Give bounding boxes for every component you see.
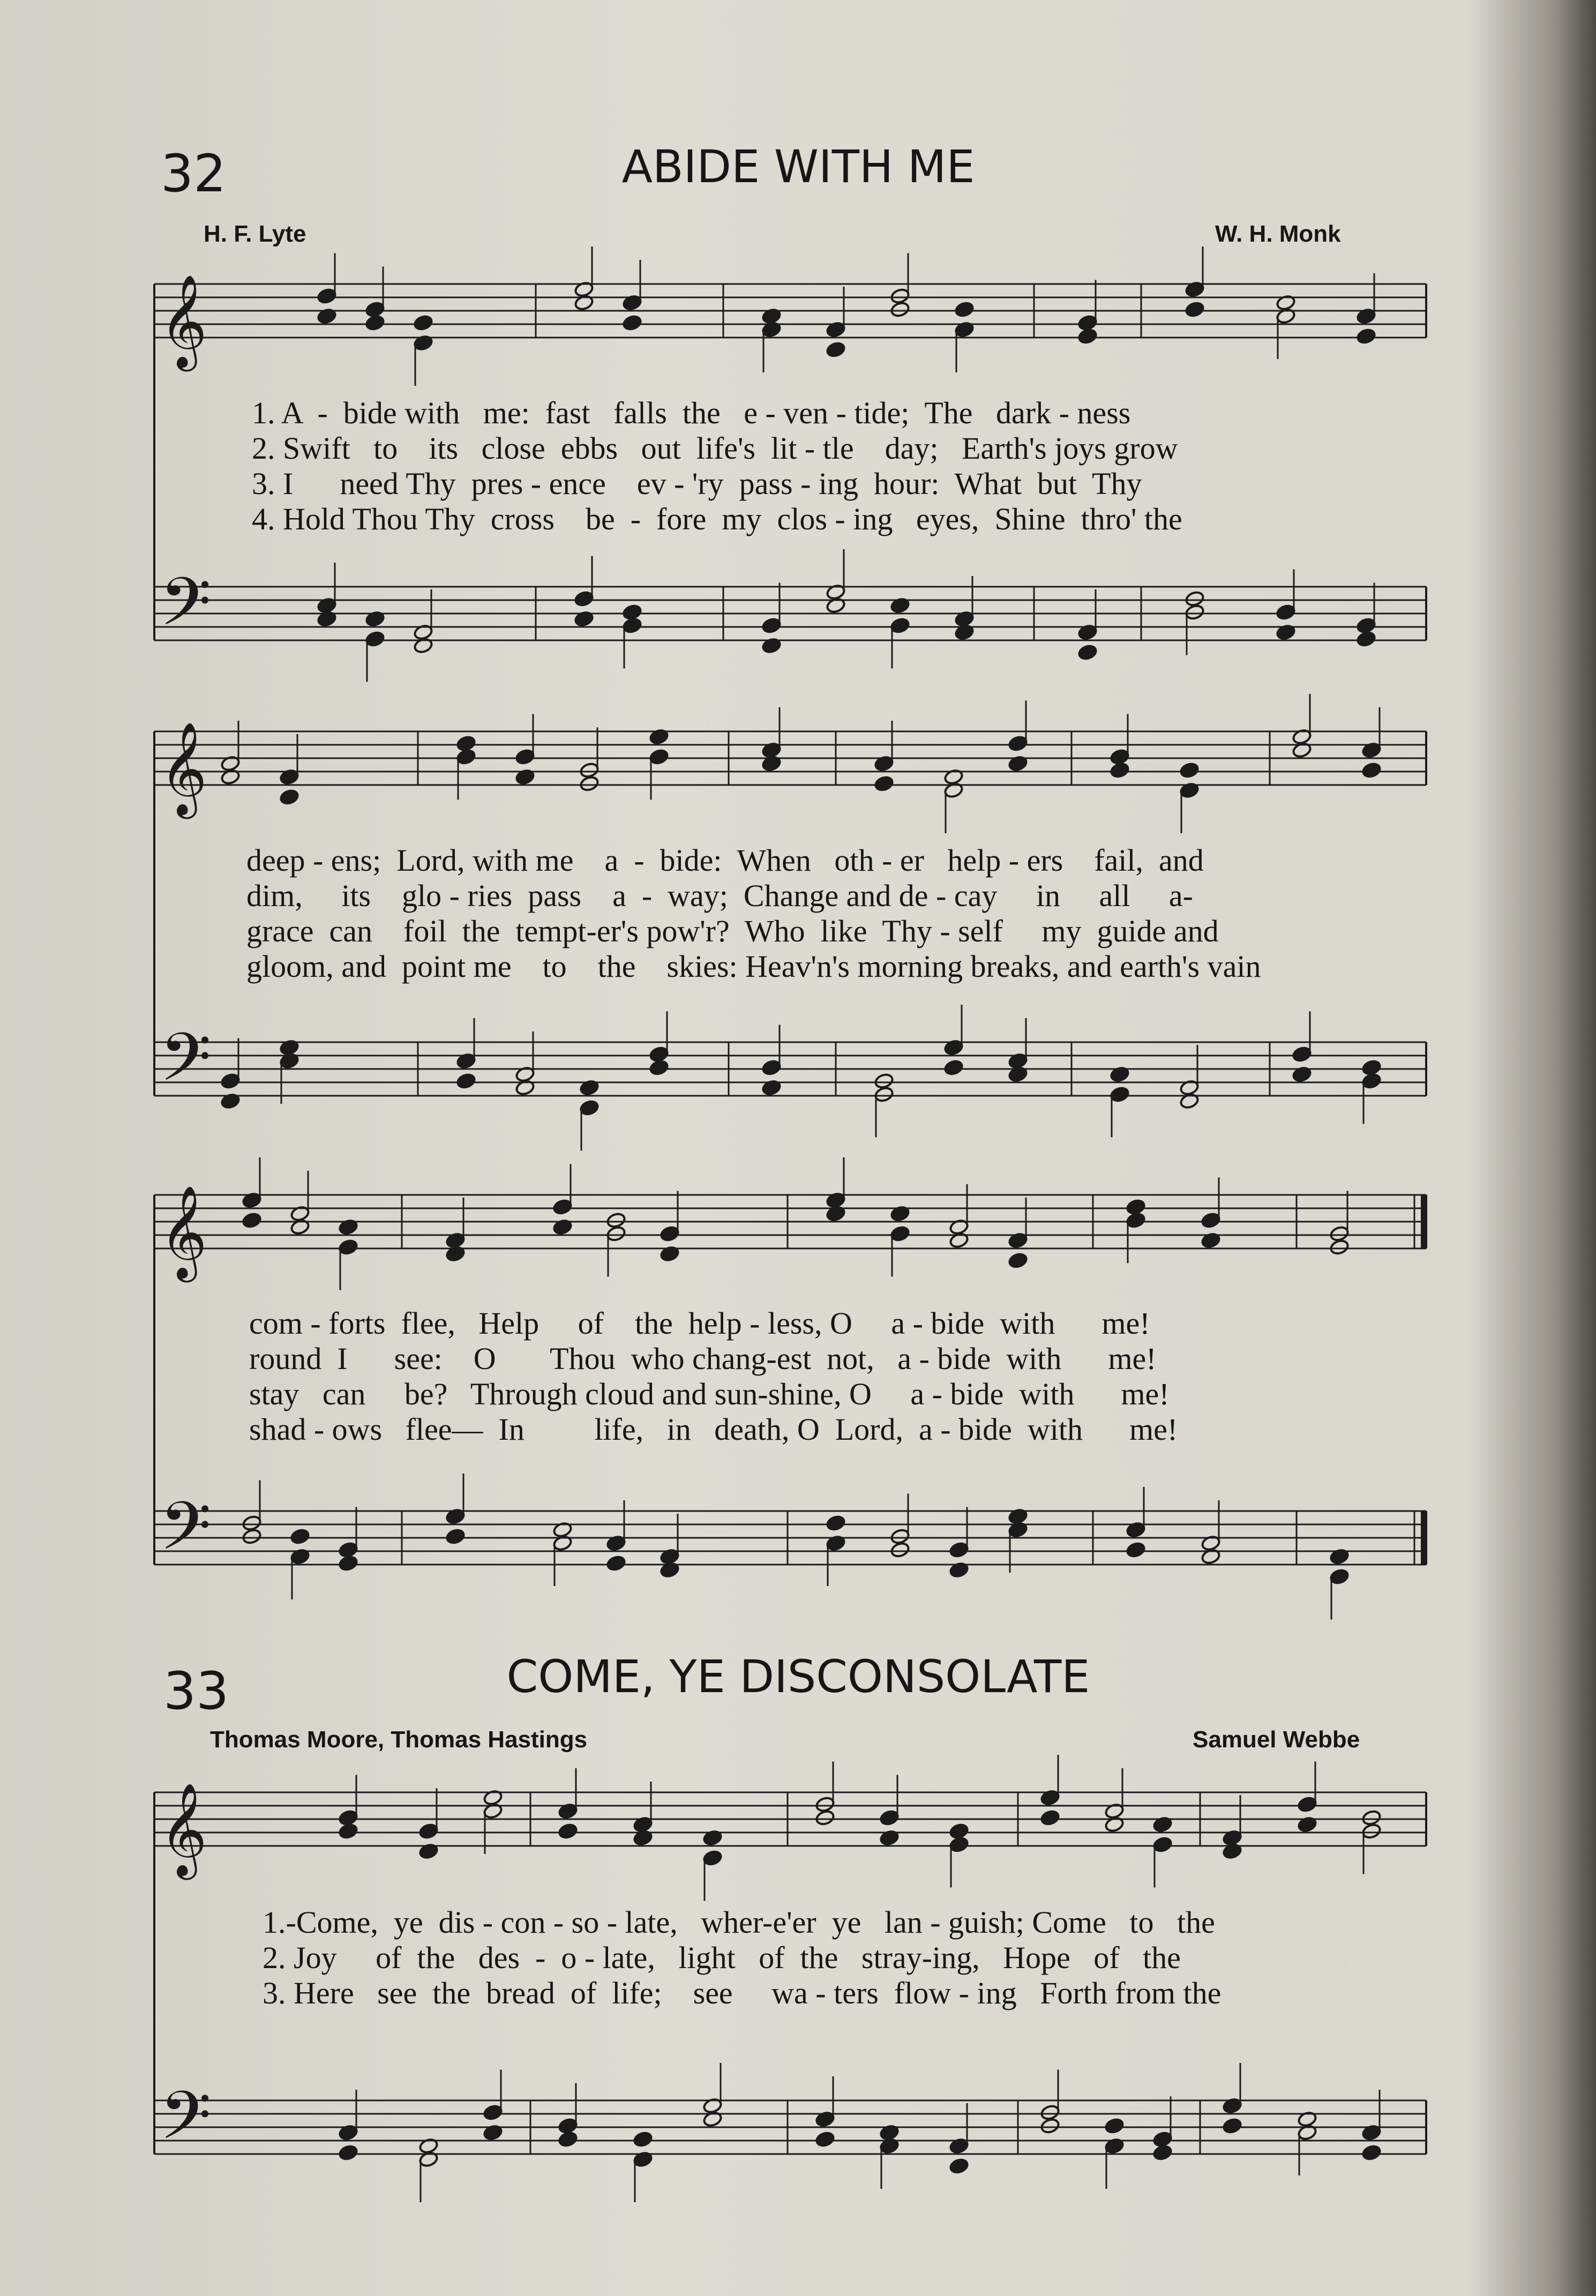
- bass-note-notehead: [622, 604, 642, 621]
- treble-note-notehead: [413, 315, 433, 332]
- bass-note-notehead: [1152, 2131, 1173, 2148]
- bass-note-notehead: [1356, 617, 1376, 634]
- bass-note-notehead: [483, 2104, 503, 2121]
- treble-note-notehead: [418, 1823, 439, 1840]
- bass-note-notehead: [1077, 644, 1098, 661]
- hymn-32-lyrics-line-7: grace can foil the tempt-er's pow'r? Who like Thy - self my guide and: [246, 914, 1219, 948]
- treble-clef-icon: 𝄞: [160, 722, 207, 815]
- treble-note-notehead: [1126, 1212, 1146, 1229]
- bass-note-notehead: [338, 2144, 358, 2162]
- treble-note-notehead: [890, 288, 910, 305]
- bass-note-notehead: [874, 1073, 894, 1090]
- treble-note-notehead: [879, 1809, 900, 1827]
- hymn-32-lyrics-line-11: stay can be? Through cloud and sun-shine, O a - bide with me!: [249, 1377, 1170, 1411]
- bass-note-notehead: [1040, 2118, 1060, 2135]
- treble-note-notehead: [606, 1212, 626, 1229]
- treble-note-notehead: [874, 775, 894, 792]
- bass-clef-icon: 𝄢: [160, 2077, 212, 2171]
- treble-note-notehead: [1110, 749, 1130, 766]
- bass-note-notehead: [1356, 631, 1376, 648]
- treble-note-notehead: [1185, 301, 1205, 318]
- hymn-33-lyrics-line-2: 2. Joy of the des - o - late, light of the stray-ing, Hope of the: [263, 1940, 1181, 1975]
- treble-note-notehead: [1126, 1199, 1146, 1216]
- hymn-title-33: COME, YE DISCONSOLATE: [506, 1650, 1090, 1703]
- treble-note-notehead: [579, 775, 600, 792]
- bass-note-notehead: [1361, 1073, 1382, 1090]
- treble-note-notehead: [606, 1225, 626, 1243]
- hymn-32-author: H. F. Lyte: [204, 221, 306, 247]
- treble-note-notehead: [1361, 762, 1382, 779]
- treble-note-notehead: [1077, 315, 1098, 332]
- bass-clef-icon: 𝄢: [160, 1488, 212, 1581]
- bass-note-notehead: [606, 1555, 626, 1572]
- hymn-33-author: Thomas Moore, Thomas Hastings: [210, 1726, 588, 1753]
- treble-clef-icon: 𝄞: [160, 1783, 207, 1876]
- treble-note-notehead: [622, 315, 642, 332]
- treble-note-notehead: [365, 301, 385, 318]
- bass-note-notehead: [949, 1542, 969, 1559]
- hymn-32-lyrics-line-4: 4. Hold Thou Thy cross be - fore my clos - ing eyes, Shine thro' the: [252, 502, 1182, 536]
- treble-note-notehead: [552, 1199, 573, 1216]
- treble-note-notehead: [815, 1796, 835, 1813]
- treble-note-notehead: [242, 1212, 262, 1229]
- hymn-32-lyrics-line-8: gloom, and point me to the skies: Heav'n's morning breaks, and earth's vain: [246, 949, 1261, 984]
- bass-note-notehead: [338, 1555, 358, 1572]
- bass-clef-icon: 𝄢: [160, 1019, 212, 1112]
- treble-note-notehead: [890, 1225, 910, 1243]
- treble-note-notehead: [949, 1823, 969, 1840]
- treble-note-notehead: [279, 789, 299, 806]
- hymn-32-lyrics-line-9: com - forts flee, Help of the help - less, O a - bide with me!: [249, 1306, 1150, 1341]
- bass-note-notehead: [338, 1542, 358, 1559]
- hymn-32-lyrics-line-12: shad - ows flee— In life, in death, O Lord, a - bide with me!: [249, 1412, 1178, 1447]
- treble-note-notehead: [1008, 1252, 1028, 1269]
- bass-note-notehead: [949, 2158, 969, 2175]
- hymn-32-lyrics-line-6: dim, its glo - ries pass a - way; Change and de - cay in all a-: [246, 878, 1193, 913]
- treble-clef-icon: 𝄞: [160, 1185, 207, 1278]
- bass-note-notehead: [558, 2131, 578, 2148]
- bass-note-notehead: [1152, 2144, 1173, 2162]
- bass-note-notehead: [365, 631, 385, 648]
- bass-note-notehead: [649, 1059, 669, 1076]
- treble-note-notehead: [365, 315, 385, 332]
- treble-note-notehead: [660, 1225, 680, 1243]
- bass-note-notehead: [890, 1542, 910, 1559]
- hymn-32-lyrics-line-3: 3. I need Thy pres - ence ev - 'ry pass - ing hour: What but Thy: [252, 466, 1142, 501]
- hymn-number-33: 33: [163, 1661, 229, 1721]
- bass-note-notehead: [1361, 1059, 1382, 1076]
- treble-note-notehead: [456, 749, 476, 766]
- hymn-33-composer: Samuel Webbe: [1193, 1726, 1360, 1753]
- treble-note-notehead: [456, 735, 476, 752]
- bass-note-notehead: [1361, 2144, 1382, 2162]
- treble-note-notehead: [1201, 1212, 1221, 1229]
- bass-note-notehead: [1040, 2104, 1060, 2121]
- bass-note-notehead: [1185, 604, 1205, 621]
- hymn-33-lyrics-line-3: 3. Here see the bread of life; see wa - ters flow - ing Forth from the: [263, 1976, 1222, 2010]
- treble-note-notehead: [579, 762, 600, 779]
- bass-note-notehead: [220, 1073, 241, 1090]
- bass-note-notehead: [815, 2131, 835, 2148]
- treble-note-notehead: [1356, 328, 1376, 345]
- treble-note-notehead: [317, 288, 337, 305]
- bass-note-notehead: [890, 1528, 910, 1545]
- treble-note-notehead: [338, 1809, 358, 1827]
- hymn-32-lyrics-line-10: round I see: O Thou who chang-est not, a - bide with me!: [249, 1341, 1157, 1376]
- bass-note-notehead: [242, 1528, 262, 1545]
- bass-note-notehead: [290, 1528, 310, 1545]
- treble-note-notehead: [1361, 1809, 1382, 1827]
- bass-note-notehead: [456, 1073, 476, 1090]
- treble-note-notehead: [338, 1239, 358, 1256]
- hymn-title-32: ABIDE WITH ME: [621, 140, 975, 193]
- treble-note-notehead: [1179, 762, 1200, 779]
- treble-note-notehead: [1297, 1796, 1317, 1813]
- bass-note-notehead: [622, 617, 642, 634]
- treble-note-notehead: [1077, 328, 1098, 345]
- hymn-number-32: 32: [161, 144, 227, 204]
- bass-note-notehead: [1329, 1568, 1350, 1585]
- bass-note-notehead: [874, 1086, 894, 1103]
- bass-note-notehead: [1185, 590, 1205, 608]
- treble-note-notehead: [949, 1836, 969, 1853]
- bass-note-notehead: [445, 1528, 466, 1545]
- bass-note-notehead: [1104, 2118, 1125, 2135]
- bass-note-notehead: [826, 1515, 846, 1532]
- treble-note-notehead: [1152, 1836, 1173, 1853]
- treble-note-notehead: [1008, 735, 1028, 752]
- bass-clef-icon: 𝄢: [160, 564, 212, 657]
- bass-note-notehead: [761, 1059, 782, 1076]
- bass-note-notehead: [1292, 1046, 1312, 1063]
- treble-note-notehead: [702, 1850, 723, 1867]
- treble-note-notehead: [649, 749, 669, 766]
- bass-note-notehead: [1126, 1542, 1146, 1559]
- bass-note-notehead: [943, 1059, 964, 1076]
- treble-note-notehead: [1361, 1823, 1382, 1840]
- bass-note-notehead: [1222, 2118, 1242, 2135]
- treble-note-notehead: [1040, 1809, 1060, 1827]
- treble-note-notehead: [815, 1809, 835, 1827]
- treble-note-notehead: [515, 749, 535, 766]
- treble-note-notehead: [338, 1823, 358, 1840]
- bass-note-notehead: [649, 1046, 669, 1063]
- hymn-33-lyrics-line-1: 1.-Come, ye dis - con - so - late, wher-e'er ye lan - guish; Come to the: [263, 1905, 1215, 1940]
- bass-note-notehead: [579, 1100, 600, 1117]
- treble-note-notehead: [826, 341, 846, 358]
- treble-note-notehead: [1110, 762, 1130, 779]
- bass-note-notehead: [1110, 1086, 1130, 1103]
- treble-note-notehead: [1329, 1225, 1350, 1243]
- treble-note-notehead: [954, 301, 975, 318]
- bass-note-notehead: [574, 590, 594, 608]
- bass-note-notehead: [761, 617, 782, 634]
- bass-note-notehead: [890, 617, 910, 634]
- bass-note-notehead: [1276, 604, 1296, 621]
- bass-note-notehead: [242, 1515, 262, 1532]
- treble-note-notehead: [1329, 1239, 1350, 1256]
- hymn-32-lyrics-line-2: 2. Swift to its close ebbs out life's lit - tle day; Earth's joys grow: [252, 431, 1178, 466]
- hymn-32-lyrics-line-1: 1. A - bide with me: fast falls the e - ven - tide; The dark - ness: [252, 395, 1131, 430]
- treble-note-notehead: [558, 1823, 578, 1840]
- bass-note-notehead: [558, 2118, 578, 2135]
- hymn-32-lyrics-line-5: deep - ens; Lord, with me a - bide: When oth - er help - ers fail, and: [246, 843, 1204, 878]
- treble-note-notehead: [890, 301, 910, 318]
- treble-clef-icon: 𝄞: [160, 274, 207, 368]
- bass-note-notehead: [633, 2131, 653, 2148]
- hymn-32-composer: W. H. Monk: [1215, 221, 1341, 247]
